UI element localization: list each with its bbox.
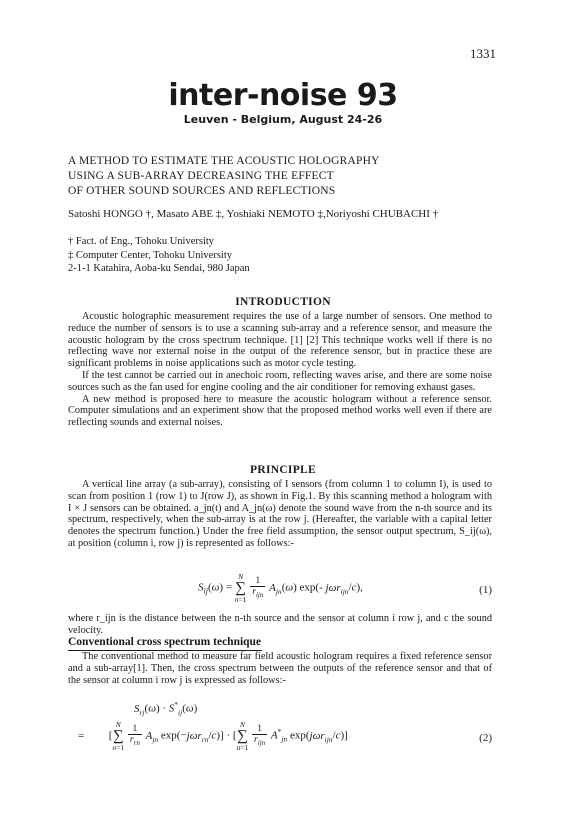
paper-title [68, 154, 380, 199]
affiliation-line: † Fact. of Eng., Tohoku University [68, 236, 215, 247]
equation-1-body: $S_{ij}(\omega)$ = N ∑ n=1 $\frac{1}{r_{ijn}}$ $A_{jn}(\omega)$ exp(- jωr$_{ijn}$/c), [198, 572, 363, 604]
title-line: USING A SUB-ARRAY DECREASING THE EFFECT [68, 170, 334, 182]
equation-2-rhs: = [ N ∑ n=1 $\frac{1}{r_{rn}}$ $A_{jn}$ exp(−jωr$_{rn}$/c)] · [ N ∑ n=1 $\frac{1}{r_{ijn}}$ $A^*_{jn}$ exp(jωr$_{ijn}$/c)] [78, 720, 348, 752]
conference-location: Leuven - Belgium, August 24-26 [183, 113, 383, 126]
principle-body [68, 479, 492, 550]
equation-number: (2) [479, 732, 492, 744]
equation-2 [68, 700, 492, 770]
conference-logo: inter-noise 93 [168, 78, 398, 113]
introduction-heading: INTRODUCTION [235, 296, 331, 308]
affiliations [68, 235, 250, 276]
conventional-body [68, 651, 492, 686]
equation-number: (1) [479, 584, 492, 596]
paragraph: If the test cannot be carried out in anechoic room, reflecting waves arise, and there are some noise sources such as the fan used for engine cooling and the air conditioner for removing exhaust gases. [68, 369, 492, 393]
principle-body-continued [68, 613, 492, 637]
paragraph: Acoustic holographic measurement requires the use of a large number of sensors. One method to reduce the number of sensors is to use a scanning sub-array and a reference sensor, and measure the acoustic hologram by the cross spectrum technique. [1] [2] This technique works well if there is no reflecting wave nor external noise in the output of the reference sensor, but in practice these are significant problems in noise applications such as motor cycle testing. [68, 311, 492, 370]
affiliation-line: 2-1-1 Katahira, Aoba-ku Sendai, 980 Japan [68, 263, 250, 274]
equation-2-lhs: $S_{rj}(\omega) \cdot S^*_{ij}(\omega)$ [134, 700, 198, 717]
paragraph: where r_ijn is the distance between the n-th source and the sensor at column i row j, and c the sound velocity. [68, 613, 492, 636]
paragraph: A new method is proposed here to measure the acoustic hologram without a reference sensor. Computer simulations and an experiment show that the proposed method works well even if there are reflecting sounds and external noises. [68, 393, 492, 429]
paragraph: A vertical line array (a sub-array), consisting of I sensors (from column 1 to column I), is used to scan from position 1 (row 1) to J(row J), as shown in Fig.1. By this scanning method a hologram with I × J sensors can be obtained. a_jn(t) and A_jn(ω) denote the sound wave from the n-th source and its spectrum, respectively, when the sub-array is at the row j. (Hereafter, the variable with a capital letter denotes the spectrum function.) Under the free field assumption, the sensor output spectrum, S_ij(ω), at position (column i, row j) is represented as follows:- [68, 479, 492, 549]
introduction-body [68, 311, 492, 429]
title-line: A METHOD TO ESTIMATE THE ACOUSTIC HOLOGRAPHY [68, 155, 380, 167]
author-list: Satoshi HONGO †, Masato ABE ‡, Yoshiaki NEMOTO ‡,Noriyoshi CHUBACHI † [68, 208, 439, 220]
affiliation-line: ‡ Computer Center, Tohoku University [68, 249, 233, 261]
page-number: 1331 [470, 46, 496, 61]
summation-symbol: N ∑ n=1 [234, 572, 247, 604]
conventional-heading: Conventional cross spectrum technique [68, 636, 262, 648]
equation-1 [68, 572, 492, 612]
paragraph: The conventional method to measure far field acoustic hologram requires a fixed reference sensor and a sub-array[1]. Then, the cross spectrum between the outputs of the reference sensor and that of the sensor at column i row j is expressed as follows:- [68, 651, 492, 686]
title-line: OF OTHER SOUND SOURCES AND REFLECTIONS [68, 185, 336, 197]
principle-heading: PRINCIPLE [250, 464, 316, 476]
